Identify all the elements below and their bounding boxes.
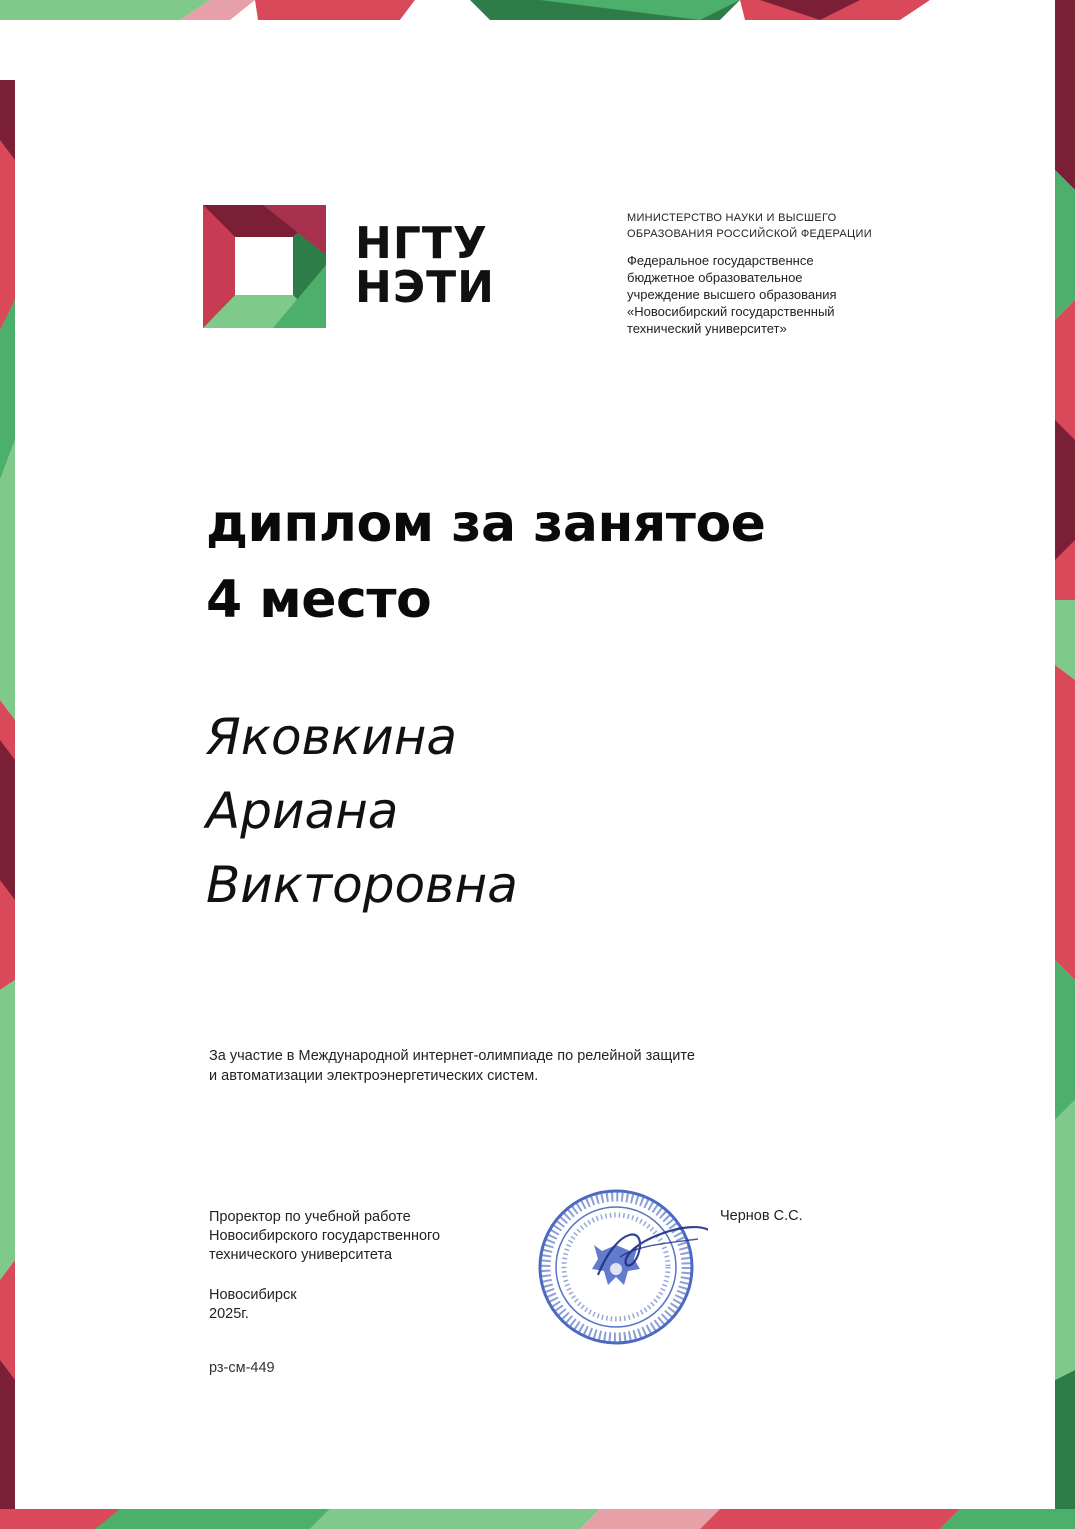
document-code: рз-см-449 <box>209 1360 275 1376</box>
recipient-name <box>206 700 518 922</box>
ministry-line-2: ОБРАЗОВАНИЯ РОССИЙСКОЙ ФЕДЕРАЦИИ <box>627 228 872 240</box>
university-line-1: Федеральное государственнсе <box>627 253 814 268</box>
signer-name: Чернов С.С. <box>720 1208 803 1224</box>
title-line-2: 4 место <box>206 570 432 630</box>
logo-line-1: НГТУ <box>355 218 488 269</box>
university-line-4: «Новосибирский государственный <box>627 304 835 319</box>
university-line-3: учреждение высшего образования <box>627 287 837 302</box>
signer-position <box>209 1208 440 1265</box>
place-and-date <box>209 1286 297 1324</box>
description-line-2: и автоматизации электроэнергетических систем. <box>209 1068 539 1084</box>
award-description <box>209 1046 695 1086</box>
year: 2025г. <box>209 1306 249 1322</box>
recipient-surname: Яковкина <box>206 708 458 766</box>
ministry-header <box>627 210 917 242</box>
diploma-title <box>206 486 765 638</box>
title-line-1: диплом за занятое <box>206 494 766 554</box>
official-stamp-icon <box>528 1185 708 1345</box>
signer-line-1: Проректор по учебной работе <box>209 1209 411 1225</box>
university-line-5: технический университет» <box>627 321 787 336</box>
logo-line-2: НЭТИ <box>355 262 495 313</box>
university-logo <box>203 205 326 328</box>
description-line-1: За участие в Международной интернет-олимпиаде по релейной защите <box>209 1048 695 1064</box>
city: Новосибирск <box>209 1287 297 1303</box>
university-full-name <box>627 252 917 337</box>
signer-line-3: технического университета <box>209 1247 393 1263</box>
university-line-2: бюджетное образовательное <box>627 270 803 285</box>
recipient-first-name: Ариана <box>206 782 399 840</box>
logo-wordmark <box>355 218 495 313</box>
ministry-line-1: МИНИСТЕРСТВО НАУКИ И ВЫСШЕГО <box>627 212 837 224</box>
recipient-patronymic: Викторовна <box>206 856 518 914</box>
signer-line-2: Новосибирского государственного <box>209 1228 441 1244</box>
